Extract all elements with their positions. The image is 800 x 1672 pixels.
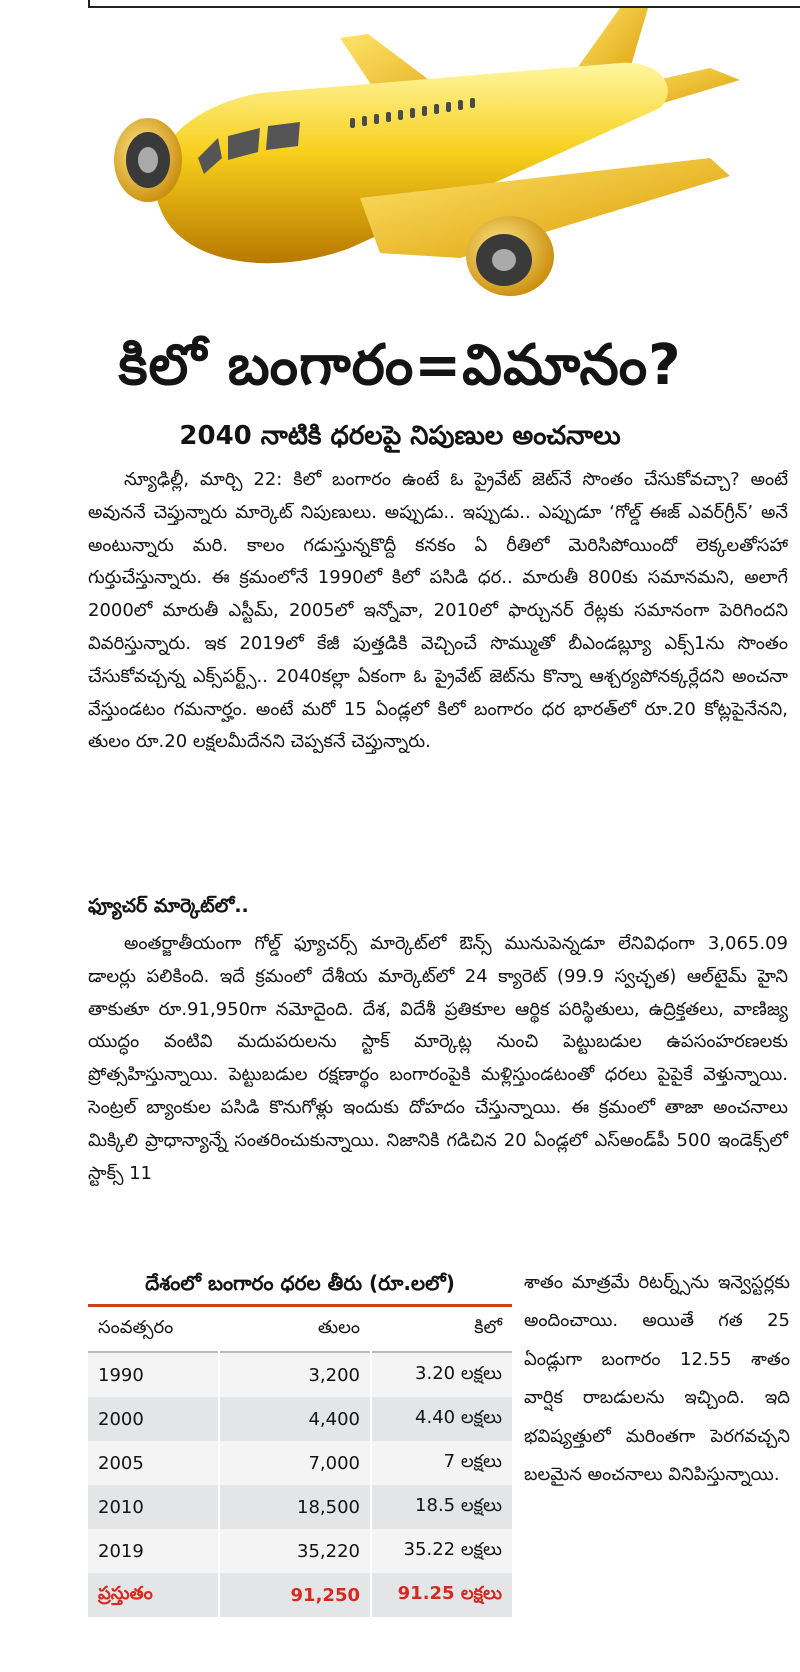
golden-airplane-icon [100,8,780,330]
cell-year: ప్రస్తుతం [98,1582,153,1604]
cell-year: 2010 [98,1496,144,1518]
previous-article-border [88,0,800,8]
subheadline: 2040 నాటికి ధరలపై నిపుణుల అంచనాలు [179,421,621,451]
cell-tola: 91,250 [219,1573,371,1617]
headline: కిలో బంగారం=విమానం? [118,333,682,398]
cell-year: 2000 [98,1408,144,1430]
cell-kilo: 4.40 లక్షలు [371,1397,512,1441]
table-row [88,1352,512,1397]
header-kilo: కిలో [371,1307,512,1352]
cell-kilo: 18.5 లక్షలు [371,1485,512,1529]
gold-price-table [88,1262,512,1617]
cell-tola: 3,200 [219,1352,371,1397]
article-paragraph-1: న్యూఢిల్లీ, మార్చి 22: కిలో బంగారం ఉంటే ఓ ప్రైవేట్ జెట్‌నే సొంతం చేసుకోవచ్చా? అంటే అవుననే చెప్తున్నారు మార్కెట్ నిపుణులు. అప్పుడు.. ఇప్పుడు.. ఎప్పుడూ ‘గోల్డ్ ఈజ్ ఎవర్‌గ్రీన్’ అనే అంటున్నారు మరి. కాలం గడుస్తున్నకొద్దీ కనకం ఏ రీతిలో మెరిసిపోయిందో లెక్కలతోసహా గుర్తుచేస్తున్నారు. ఈ క్రమంలోనే 1990లో కిలో పసిడి ధర.. మారుతీ 800కు సమానమని, అలాగే 2000లో మారుతీ ఎస్టీమ్, 2005లో ఇన్నోవా, 2010లో ఫార్చునర్ రేట్లకు సమానంగా పెరిగిందని వివరిస్తున్నారు. ఇక 2019లో కేజీ పుత్తడికి వెచ్చించే సొమ్ముతో బీఎండబ్ల్యూ ఎక్స్1ను సొంతం చేసుకోవచ్చన్న ఎక్స్‌పర్ట్స్.. 2040కల్లా ఏకంగా ఓ ప్రైవేట్ జెట్‌ను కొన్నా ఆశ్చర్యపోనక్కర్లేదని అంచనా వేస్తుండటం గమనార్హం. అంటే మరో 15 ఏండ్లలో కిలో బంగారం ధర భారత్‌లో రూ.20 కోట్లపైనేనని, తులం రూ.20 లక్షలమీదేనని చెప్పకనే చెప్తున్నారు. [88,469,788,753]
table-row [88,1441,512,1485]
cell-tola: 35,220 [219,1529,371,1573]
cell-year: 2005 [98,1452,144,1474]
cell-kilo: 91.25 లక్షలు [371,1573,512,1617]
cell-year: 2019 [98,1540,144,1562]
header-year: సంవత్సరం [98,1316,174,1338]
cell-kilo: 7 లక్షలు [371,1441,512,1485]
header-tola: తులం [219,1307,371,1352]
article-paragraph-2-continued: శాతం మాత్రమే రిటర్న్స్‌ను ఇన్వెస్టర్లకు అందించాయి. అయితే గత 25 ఏండ్లుగా బంగారం 12.55 శాతం వార్షిక రాబడులను ఇచ్చింది. ఇది భవిష్యత్తులో మరింతగా పెరగవచ్చని బలమైన అంచనాలు వినిపిస్తున్నాయి. [524,1272,790,1486]
section-heading: ఫ్యూచర్ మార్కెట్‌లో.. [88,895,249,917]
table-title: దేశంలో బంగారం ధరల తీరు (రూ.లలో) [88,1262,512,1307]
cell-tola: 18,500 [219,1485,371,1529]
article-paragraph-2: అంతర్జాతీయంగా గోల్డ్ ఫ్యూచర్స్ మార్కెట్‌లో ఔన్స్ మునుపెన్నడూ లేనివిధంగా 3,065.09 డాలర్లు పలికింది. ఇదే క్రమంలో దేశీయ మార్కెట్‌లో 24 క్యారెట్ (99.9 స్వచ్ఛత) ఆల్‌టైమ్ హైని తాకుతూ రూ.91,950గా నమోదైంది. దేశ, విదేశీ ప్రతికూల ఆర్థిక పరిస్థితులు, ఉద్రిక్తతలు, వాణిజ్య యుద్ధం వంటివి మదుపరులను స్టాక్ మార్కెట్ల నుంచి పెట్టుబడుల ఉపసంహరణలకు ప్రోత్సహిస్తున్నాయి. పెట్టుబడుల రక్షణార్థం బంగారంపైకి మళ్లిస్తుండటంతో ధరలు పైపైకే వెళ్తున్నాయి. సెంట్రల్ బ్యాంకుల పసిడి కొనుగోళ్లు ఇందుకు దోహదం చేస్తున్నాయి. ఈ క్రమంలో తాజా అంచనాలు మిక్కిలి ప్రాధాన్యాన్నే సంతరించుకున్నాయి. నిజానికి గడిచిన 20 ఏండ్లలో ఎస్అండ్‌పీ 500 ఇండెక్స్‌లో స్టాక్స్ 11 [88,933,788,1184]
cell-kilo: 35.22 లక్షలు [371,1529,512,1573]
cell-tola: 4,400 [219,1397,371,1441]
table-row [88,1529,512,1573]
table-row [88,1397,512,1441]
table-row-current [88,1573,512,1617]
cell-tola: 7,000 [219,1441,371,1485]
table-header-row [88,1307,512,1352]
table-row [88,1485,512,1529]
cell-year: 1990 [98,1364,144,1386]
cell-kilo: 3.20 లక్షలు [371,1352,512,1397]
